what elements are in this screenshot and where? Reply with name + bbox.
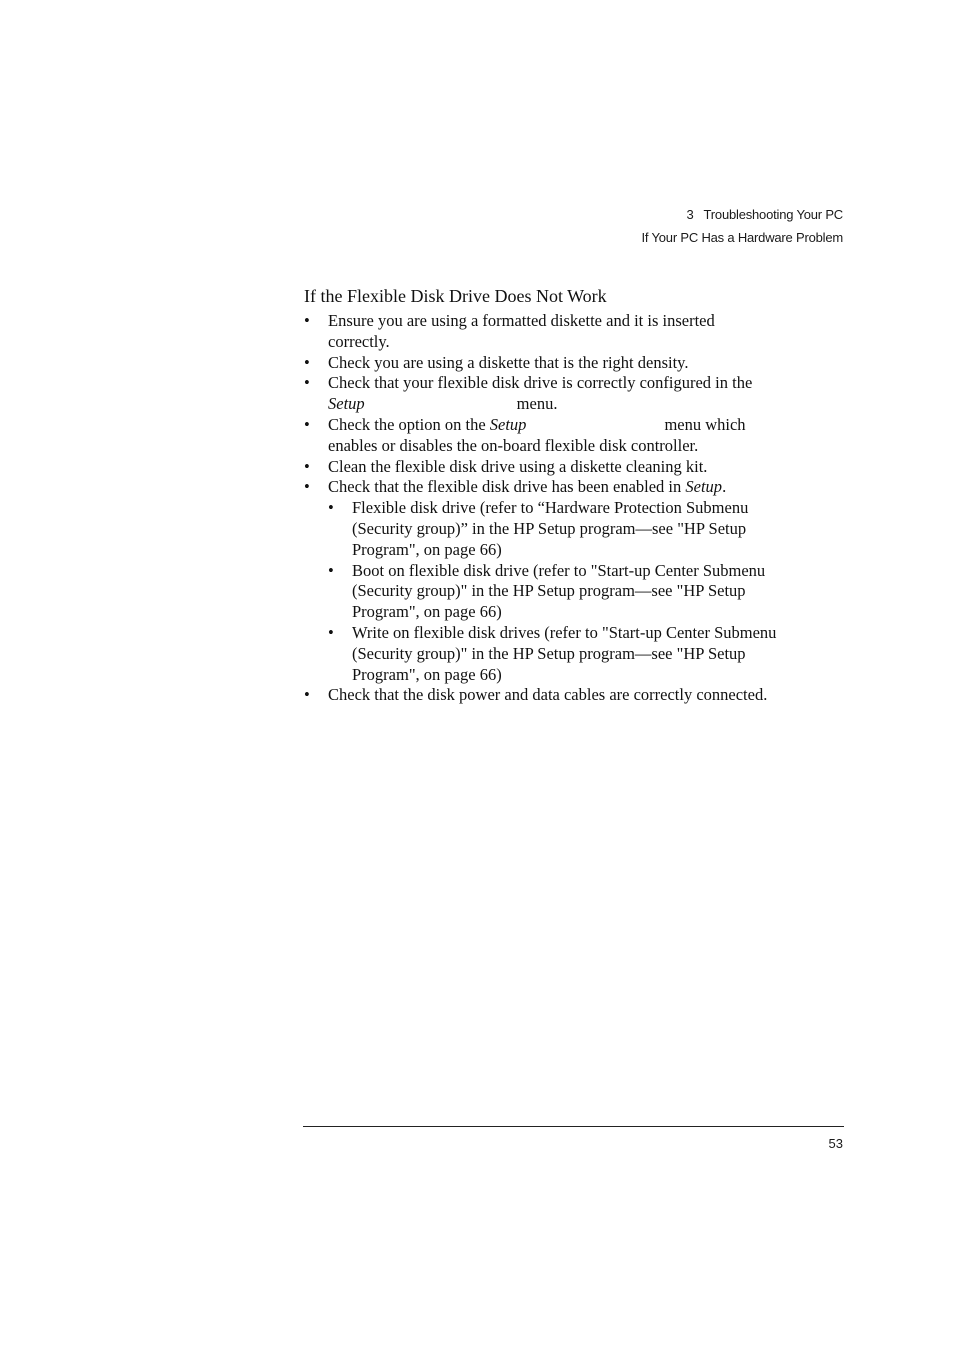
bullet: •	[304, 352, 310, 372]
item-text-line: Program", on page 66)	[352, 539, 502, 559]
item-text-line: Check that the disk power and data cables are correctly connected.	[328, 685, 768, 705]
sub-list-item	[328, 623, 849, 685]
item-text: .	[722, 477, 727, 497]
item-text: menu which	[664, 414, 746, 434]
item-text-line: Flexible disk drive (refer to “Hardware Protection Submenu	[352, 498, 749, 518]
bullet: •	[328, 622, 334, 642]
item-text-line: Ensure you are using a formatted diskette and it is inserted	[328, 311, 715, 330]
list-item	[304, 685, 849, 706]
sub-list-item	[328, 561, 849, 623]
item-text-line	[328, 415, 849, 436]
troubleshooting-list	[304, 311, 849, 706]
list-item	[304, 353, 849, 374]
chapter-title: Troubleshooting Your PC	[703, 207, 843, 222]
footer-rule	[303, 1126, 844, 1127]
list-item	[304, 477, 849, 498]
item-text-line: Program", on page 66)	[352, 602, 502, 622]
setup-menu-name: Setup	[489, 414, 527, 434]
item-text-line: Write on flexible disk drives (refer to "Start-up Center Submenu	[352, 622, 777, 642]
bullet: •	[304, 456, 310, 476]
bullet: •	[304, 414, 310, 434]
running-header-chapter	[687, 207, 844, 222]
bullet: •	[328, 560, 334, 580]
item-text-line	[328, 394, 849, 415]
list-item	[304, 415, 849, 457]
chapter-number: 3	[686, 207, 694, 222]
setup-menu-name: Setup	[328, 394, 365, 414]
item-text-line: Boot on flexible disk drive (refer to "Start-up Center Submenu	[352, 560, 766, 580]
bullet: •	[328, 498, 334, 518]
setup-menu-name: Setup	[685, 477, 723, 497]
item-text-line: (Security group)" in the HP Setup program—see "HP Setup	[352, 581, 746, 601]
item-text: Check that the flexible disk drive has been enabled in	[328, 477, 682, 497]
bullet: •	[304, 373, 310, 393]
running-header-section: If Your PC Has a Hardware Problem	[641, 230, 843, 245]
item-text-line: (Security group)" in the HP Setup program—see "HP Setup	[352, 643, 746, 663]
item-text-line: Program", on page 66)	[352, 664, 502, 684]
section-title: If the Flexible Disk Drive Does Not Work	[304, 286, 607, 306]
item-text-line	[328, 477, 849, 498]
item-text: Check the option on the	[328, 414, 486, 434]
page-number: 53	[828, 1136, 843, 1151]
list-item	[304, 373, 849, 415]
bullet: •	[304, 477, 310, 497]
item-text-line: Check you are using a diskette that is the right density.	[328, 352, 689, 372]
list-item	[304, 457, 849, 478]
sub-list-item	[328, 498, 849, 560]
item-text: menu.	[516, 394, 558, 414]
item-text-line: enables or disables the on-board flexible disk controller.	[328, 435, 699, 455]
item-text-line: Clean the flexible disk drive using a diskette cleaning kit.	[328, 456, 708, 476]
bullet: •	[304, 685, 310, 705]
item-text-line: correctly.	[328, 331, 390, 351]
bullet: •	[304, 311, 310, 330]
item-text-line: Check that your flexible disk drive is correctly configured in the	[328, 373, 753, 393]
list-item	[304, 311, 849, 353]
item-text-line: (Security group)” in the HP Setup program—see "HP Setup	[352, 518, 747, 538]
